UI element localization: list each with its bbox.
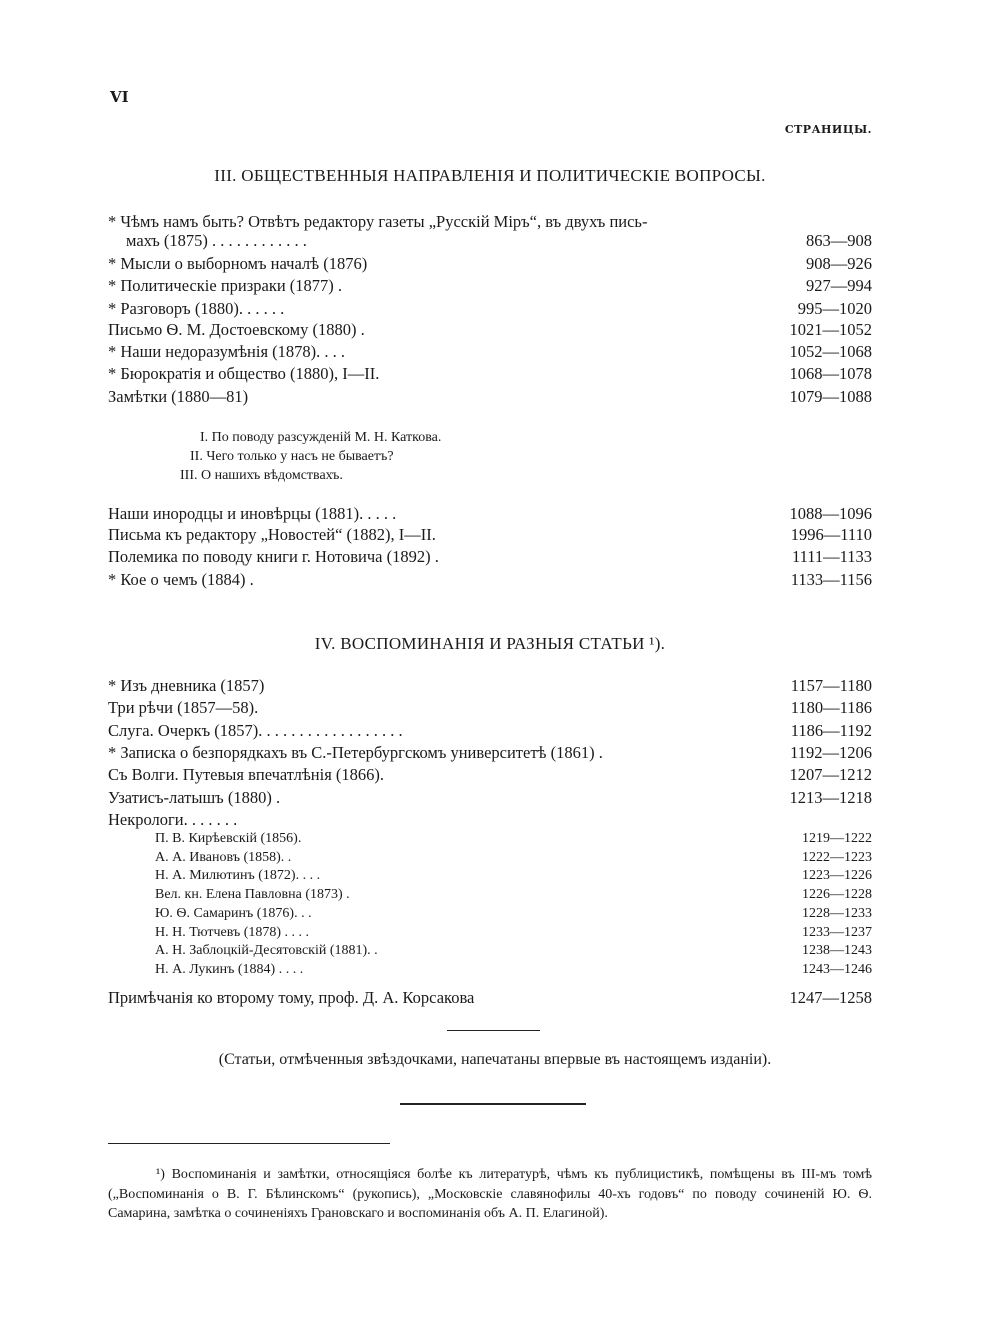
entry-pages: 1133—1156	[790, 570, 872, 589]
entry-pages: 1157—1180	[790, 676, 872, 695]
entry-title: * Разговоръ (1880). . . . . .	[108, 299, 285, 318]
toc-entry	[108, 319, 872, 341]
toc-entry	[108, 720, 872, 742]
entry-pages: 1213—1218	[789, 787, 872, 807]
obituary-entry	[108, 941, 872, 960]
entry-title: Вел. кн. Елена Павловна (1873) .	[155, 887, 350, 903]
entry-title: Наши инородцы и иновѣрцы (1881). . . . .	[108, 504, 397, 523]
entry-title: Ю. Ѳ. Самаринъ (1876). . .	[155, 905, 312, 921]
pages-column-label: СТРАНИЦЫ.	[784, 123, 872, 136]
entry-pages: 1079—1088	[789, 387, 872, 406]
entry-title: * Записка о безпорядкахъ въ С.-Петербургскомъ университетѣ (1861) .	[108, 742, 603, 762]
entry-title: Замѣтки (1880—81)	[108, 387, 249, 406]
toc-entry	[108, 524, 872, 546]
entry-title: Съ Волги. Путевыя впечатлѣнія (1866).	[108, 765, 385, 785]
toc-entry	[108, 675, 872, 697]
entry-pages: 1226—1228	[802, 887, 872, 903]
toc-entry	[108, 503, 872, 525]
page-number: VI	[110, 88, 129, 106]
toc-entry	[108, 341, 872, 363]
entry-title: Некрологи. . . . . . .	[108, 809, 238, 829]
entry-pages: 1207—1212	[789, 765, 872, 785]
entry-pages: 1247—1258	[789, 988, 872, 1007]
sub-item-text: II. Чего только у насъ не бываетъ?	[190, 449, 394, 464]
toc-entry	[108, 787, 872, 809]
obituary-entry	[108, 923, 872, 942]
entry-title: Письма къ редактору „Новостей“ (1882), I—II.	[108, 525, 436, 544]
toc-entry	[108, 569, 872, 591]
toc-entry	[108, 298, 872, 320]
entry-title: * Чѣмъ намъ быть? Отвѣтъ редактору газеты „Русскій Міръ“, въ двухъ пись-	[108, 212, 648, 231]
entry-pages: 995—1020	[797, 299, 872, 318]
entry-title: Н. А. Милютинъ (1872). . . .	[155, 868, 321, 884]
footnote-rule	[108, 1143, 390, 1144]
obituary-entry	[108, 866, 872, 885]
toc-entry	[108, 764, 872, 786]
obituary-entry	[108, 829, 872, 848]
entry-title: П. В. Кирѣевскій (1856).	[155, 831, 302, 846]
divider-thick	[400, 1103, 586, 1105]
entry-pages: 1021—1052	[789, 320, 872, 339]
entry-title: Узатисъ-латышъ (1880) .	[108, 787, 281, 807]
toc-entry-notes	[108, 987, 872, 1009]
section-3-heading: III. ОБЩЕСТВЕННЫЯ НАПРАВЛЕНІЯ И ПОЛИТИЧЕСКІЕ ВОПРОСЫ.	[214, 166, 766, 185]
entry-title: * Бюрократія и общество (1880), I—II.	[108, 364, 380, 383]
sub-item	[108, 428, 872, 447]
entry-title: * Политическіе призраки (1877) .	[108, 276, 343, 295]
entry-title: * Кое о чемъ (1884) .	[108, 570, 254, 589]
entry-title: Три рѣчи (1857—58).	[108, 698, 259, 718]
toc-entry	[108, 546, 872, 568]
entry-pages: 1052—1068	[789, 342, 872, 361]
entry-pages: 1233—1237	[802, 924, 872, 940]
entry-title: А. Н. Заблоцкій-Десятовскій (1881). .	[155, 943, 378, 959]
section-4-heading: IV. ВОСПОМИНАНІЯ И РАЗНЫЯ СТАТЬИ ¹).	[314, 634, 666, 653]
toc-entry	[108, 742, 872, 764]
entry-pages: 1186—1192	[790, 720, 872, 740]
entry-pages: 1068—1078	[789, 364, 872, 383]
entry-pages: 927—994	[806, 276, 872, 295]
sub-item-text: I. По поводу разсужденій М. Н. Каткова.	[200, 430, 442, 445]
entry-title: * Наши недоразумѣнія (1878). . . .	[108, 342, 346, 361]
entry-title: Слуга. Очеркъ (1857). . . . . . . . . . . . . . . . . .	[108, 720, 403, 740]
entry-pages: 1192—1206	[790, 742, 872, 762]
divider-short	[447, 1030, 540, 1031]
entry-pages: 1238—1243	[802, 943, 872, 959]
entry-pages: 1223—1226	[802, 868, 872, 884]
obituary-entry	[108, 960, 872, 979]
entry-title: Примѣчанія ко второму тому, проф. Д. А. Корсакова	[108, 988, 475, 1007]
footnote: ¹) Воспоминанія и замѣтки, относящіяся болѣе къ литературѣ, чѣмъ къ публицистикѣ, помѣщены въ III-мъ томѣ („Воспоминанія о В. Г. Бѣлинскомъ“ (рукопись), „Московскіе славянофилы 40-хъ годовъ“ по поводу сочиненій Ю. Ѳ. Самарина, замѣтка о сочиненіяхъ Грановскаго и воспоминанія объ А. П. Елагиной).	[108, 1167, 872, 1221]
entry-pages: 1243—1246	[802, 961, 872, 977]
toc-entry	[108, 809, 872, 831]
obituary-entry	[108, 885, 872, 904]
entry-title: * Мысли о выборномъ началѣ (1876)	[108, 254, 368, 273]
sub-item-text: III. О нашихъ вѣдомствахъ.	[180, 468, 343, 483]
toc-entry	[108, 275, 872, 297]
entry-pages: 1088—1096	[789, 504, 872, 523]
entry-title: А. А. Ивановъ (1858). .	[155, 849, 292, 865]
entry-pages: 1996—1110	[790, 525, 872, 544]
entry-title: Письмо Ѳ. М. Достоевскому (1880) .	[108, 320, 365, 339]
entry-title: махъ (1875) . . . . . . . . . . . .	[126, 231, 307, 250]
entry-title: * Изъ дневника (1857)	[108, 676, 265, 695]
entry-pages: 1180—1186	[790, 698, 872, 718]
toc-entry	[108, 697, 872, 719]
entry-pages: 863—908	[806, 231, 872, 250]
entry-pages: 1228—1233	[802, 905, 872, 921]
asterisk-note: (Статьи, отмѣченныя звѣздочками, напечатаны впервые въ настоящемъ изданіи).	[218, 1051, 772, 1068]
entry-pages: 1219—1222	[802, 831, 872, 846]
entry-pages: 908—926	[806, 254, 872, 273]
toc-entry	[108, 253, 872, 275]
entry-pages: 1222—1223	[802, 849, 872, 865]
sub-item	[108, 447, 872, 466]
entry-pages: 1111—1133	[791, 547, 872, 566]
sub-item	[108, 466, 872, 485]
entry-title: Н. А. Лукинъ (1884) . . . .	[155, 961, 304, 977]
toc-entry	[108, 363, 872, 385]
entry-title: Полемика по поводу книги г. Нотовича (1892) .	[108, 547, 439, 566]
obituary-entry	[108, 848, 872, 867]
obituary-entry	[108, 904, 872, 923]
toc-entry	[108, 230, 872, 252]
toc-entry	[108, 386, 872, 408]
entry-title: Н. Н. Тютчевъ (1878) . . . .	[155, 924, 310, 940]
